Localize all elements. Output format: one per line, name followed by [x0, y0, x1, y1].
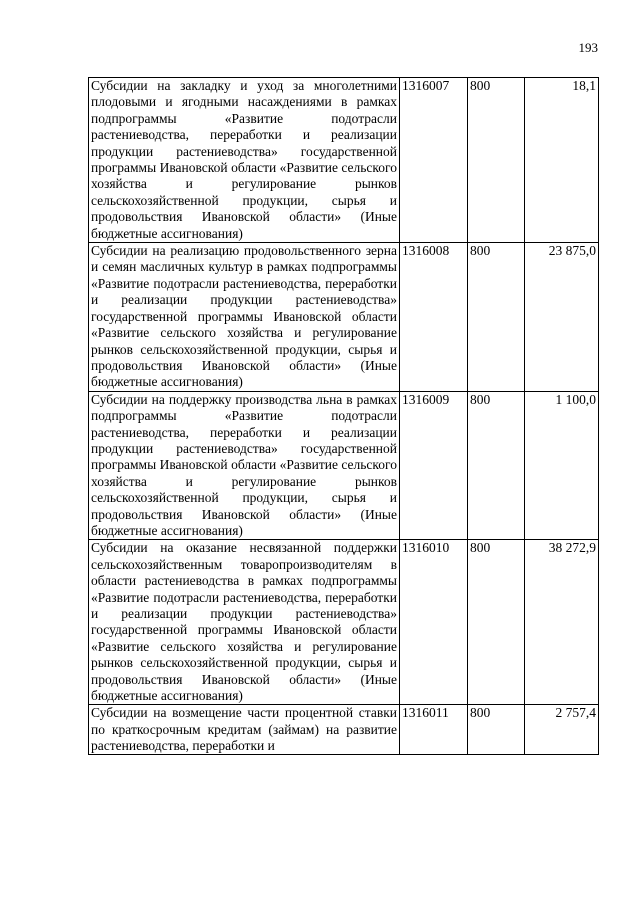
- row-code: 1316011: [400, 705, 468, 755]
- row-amount: 23 875,0: [525, 243, 599, 392]
- row-expense-type: 800: [468, 78, 525, 243]
- row-expense-type: 800: [468, 243, 525, 392]
- row-expense-type: 800: [468, 540, 525, 705]
- row-amount: 38 272,9: [525, 540, 599, 705]
- row-description: Субсидии на возмещение части процентной ставки по краткосрочным кредитам (займам) на развитие растениеводства, переработки и: [91, 705, 397, 754]
- page-number: 193: [578, 40, 598, 55]
- table-row: [89, 705, 599, 755]
- budget-table: [88, 77, 599, 755]
- table-row: [89, 540, 599, 705]
- row-description: Субсидии на оказание несвязанной поддержки сельскохозяйственным товаропроизводителям в области растениеводства в рамках подпрограммы «Развитие подотрасли растениеводства, переработки и реализации продукции растениеводства» государственной программы Ивановской области «Развитие сельского хозяйства и регулирование рынков сельскохозяйственной продукции, сырья и продовольствия Ивановской области» (Иные бюджетные ассигнования): [89, 540, 400, 705]
- row-amount: 2 757,4: [525, 705, 599, 755]
- row-amount: 1 100,0: [525, 391, 599, 540]
- table-row: [89, 391, 599, 540]
- row-description: Субсидии на поддержку производства льна в рамках подпрограммы «Развитие подотрасли растениеводства, переработки и реализации продукции растениеводства» государственной программы Ивановской области «Развитие сельского хозяйства и регулирование рынков сельскохозяйственной продукции, сырья и продовольствия Ивановской области» (Иные бюджетные ассигнования): [89, 391, 400, 540]
- row-description: Субсидии на закладку и уход за многолетними плодовыми и ягодными насаждениями в рамках подпрограммы «Развитие подотрасли растениеводства, переработки и реализации продукции растениеводства» государственной программы Ивановской области «Развитие сельского хозяйства и регулирование рынков сельскохозяйственной продукции, сырья и продовольствия Ивановской области» (Иные бюджетные ассигнования): [89, 78, 400, 243]
- table-row: [89, 78, 599, 243]
- row-description-truncated: [89, 705, 400, 755]
- row-code: 1316009: [400, 391, 468, 540]
- row-amount: 18,1: [525, 78, 599, 243]
- table-row: [89, 243, 599, 392]
- row-description: Субсидии на реализацию продовольственного зерна и семян масличных культур в рамках подпрограммы «Развитие подотрасли растениеводства, переработки и реализации продукции растениеводства» государственной программы Ивановской области «Развитие сельского хозяйства и регулирование рынков сельскохозяйственной продукции, сырья и продовольствия Ивановской области» (Иные бюджетные ассигнования): [89, 243, 400, 392]
- row-code: 1316007: [400, 78, 468, 243]
- row-code: 1316010: [400, 540, 468, 705]
- row-code: 1316008: [400, 243, 468, 392]
- row-expense-type: 800: [468, 391, 525, 540]
- row-expense-type: 800: [468, 705, 525, 755]
